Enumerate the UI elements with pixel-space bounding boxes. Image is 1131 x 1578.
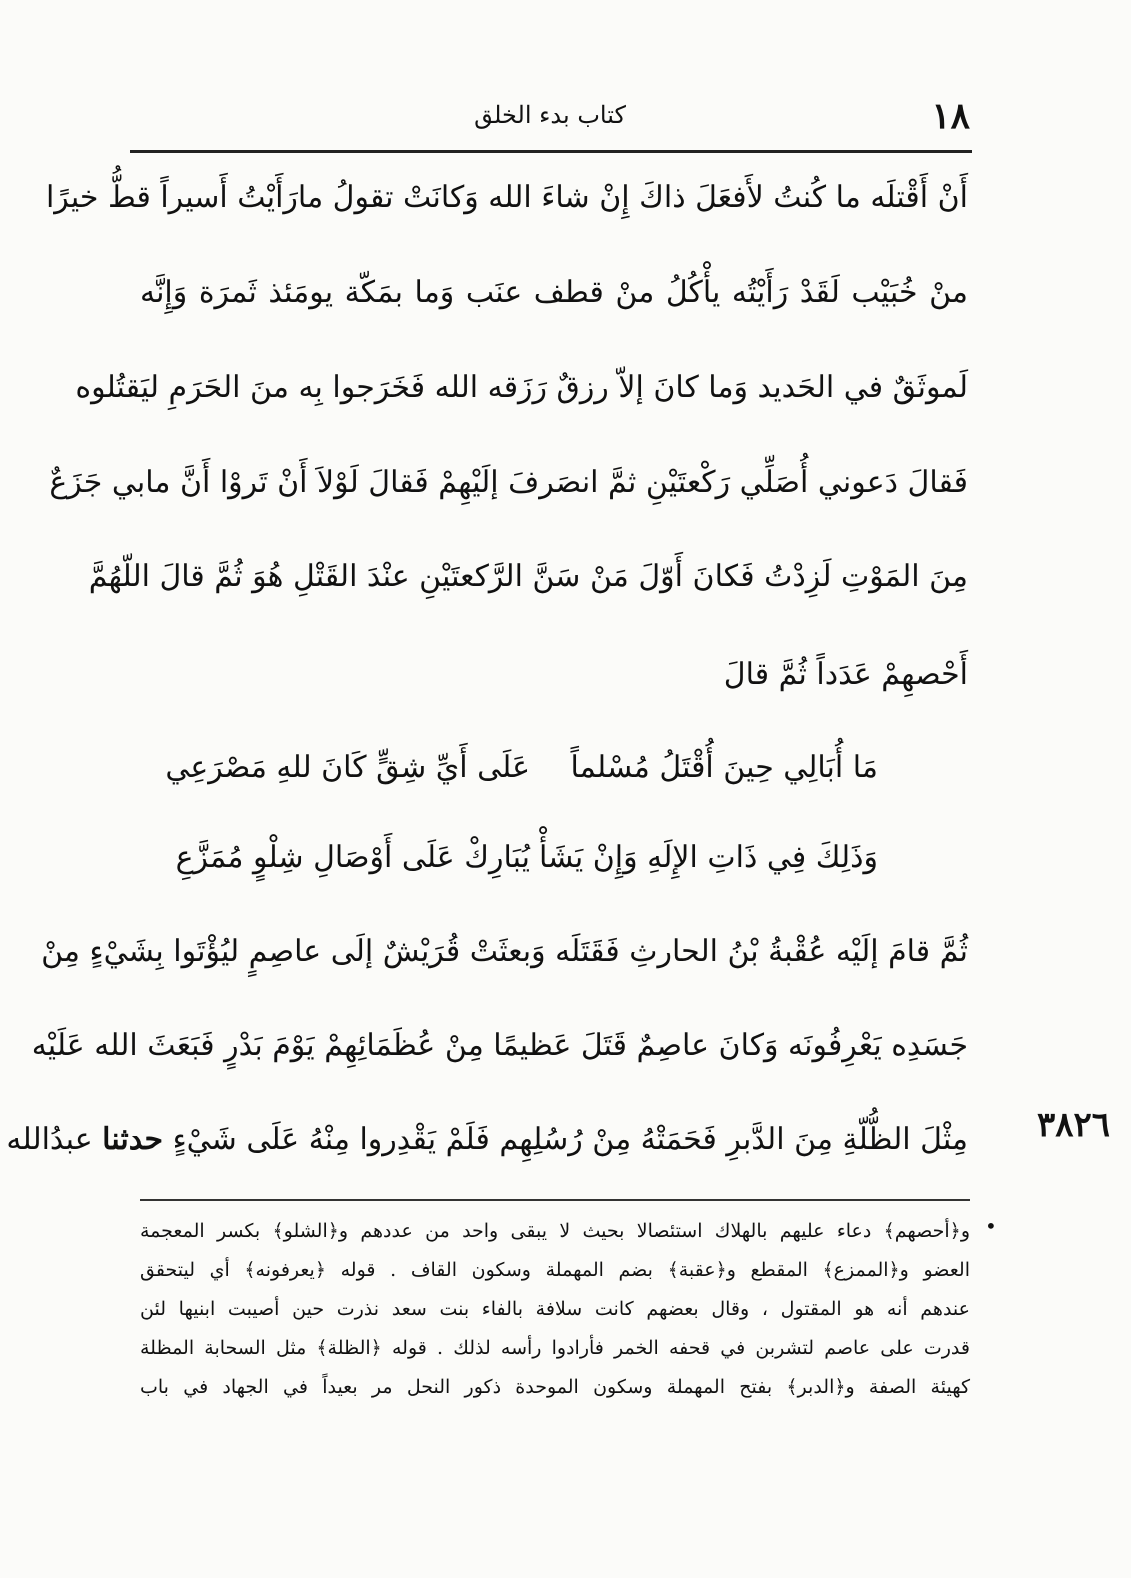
footnote-line-4: قدرت على عاصم لتشربن في قحفه الخمر فأرادوا رأسه لذلك . قوله ﴿الظلة﴾ مثل السحابة المظلة [140, 1337, 970, 1359]
text-line-3: لَموثَقٌ في الحَديد وَما كانَ إلاّ رزقٌ رَزَقه الله فَخَرَجوا بِه منَ الحَرَمِ ليَقتُلوه [75, 370, 968, 405]
text-line-9 [6, 1110, 968, 1170]
page-header [130, 95, 970, 145]
page-number: ١٨ [931, 95, 970, 137]
text-line-4: فَقالَ دَعوني أُصَلِّي رَكْعتَيْنِ ثمَّ انصَرفَ إلَيْهِمْ فَقالَ لَوْلاَ أَنْ تَروْا أَنَّ مابي جَزَعٌ [49, 465, 968, 500]
footnote-rule [140, 1199, 970, 1201]
text-line-2: منْ خُبَيْب لَقَدْ رَأَيْتُه يأْكُلُ منْ قطف عنَب وَما بمَكّة يومَئذ ثَمرَة وَإِنَّه [140, 275, 968, 310]
footnote-line-1: و﴿أحصهم﴾ دعاء عليهم بالهلاك استئصالا بحيث لا يبقى واحد من عددهم و﴿الشلو﴾ بكسر المعجمة [140, 1220, 970, 1242]
running-title: كتاب بدء الخلق [474, 101, 626, 129]
text-line-8: جَسَدِه يَعْرِفُونَه وَكانَ عاصِمٌ قَتَلَ عَظيمًا مِنْ عُظَمَائِهِمْ يَوْمَ بَدْرٍ فَبَعَثَ الله عَلَيْه [31, 1028, 968, 1063]
text-line-9-main: مِثْلَ الظُّلّةِ مِنَ الدَّبرِ فَحَمَتْهُ مِنْ رُسُلِهِم فَلَمْ يَقْدِروا مِنْهُ عَلَى شَيْءٍ [172, 1122, 968, 1157]
verse-2-first-hemistich: وَذَلِكَ فِي ذَاتِ الإِلَهِ وَإِنْ يَشَأْ [538, 840, 878, 875]
text-line-7: ثُمَّ قامَ إلَيْه عُقْبةُ بْنُ الحارثِ فَقَتَلَه وَبعثَتْ قُرَيْشٌ إلَى عاصِمٍ ليُؤْتَوا بِشَيْءٍ مِنْ [41, 934, 968, 969]
footnote-line-5: كهيئة الصفة و﴿الدبر﴾ بفتح المهملة وسكون الموحدة ذكور النحل مر بعيداً في الجهاد في باب [140, 1376, 970, 1398]
text-line-9-end: عبدُالله [6, 1122, 93, 1157]
hadith-number: ٣٨٢٦ [1036, 1105, 1110, 1145]
verse-1-second-hemistich: عَلَى أَيِّ شِقٍّ كَانَ للهِ مَصْرَعِي [165, 750, 530, 785]
text-line-1: أَنْ أَقْتلَه ما كُنتُ لأَفعَلَ ذاكَ إِنْ شاءَ الله وَكانَتْ تقولُ مارَأَيْتُ أَسيراً قطُّ خيرًا [45, 180, 968, 215]
footnote-bullet: • [985, 1214, 997, 1238]
footnote-line-2: العضو و﴿الممزع﴾ المقطع و﴿عقبة﴾ بضم المهملة وسكون القاف . قوله ﴿يعرفونه﴾ أي ليتحقق [140, 1259, 970, 1281]
text-line-5: مِنَ المَوْتِ لَزِدْتُ فَكانَ أَوّلَ مَنْ سَنَّ الرَّكعتَيْنِ عنْدَ القَتْلِ هُوَ ثُمَّ قالَ اللّهُمَّ [88, 559, 968, 594]
header-rule [130, 150, 972, 153]
footnote-line-3: عندهم أنه هو المقتول ، وقال بعضهم كانت سلافة بالفاء بنت سعد نذرت حين أصيبت ابنيها لئن [140, 1298, 970, 1320]
verse-1-first-hemistich: مَا أُبَالِي حِينَ أُقْتَلُ مُسْلماً [570, 750, 878, 785]
haddathana-heading: حدثنا [102, 1122, 164, 1157]
text-line-6: أَحْصهِمْ عَدَداً ثُمَّ قالَ [723, 657, 968, 692]
verse-2-second-hemistich: يُبَارِكْ عَلَى أَوْصَالِ شِلْوٍ مُمَزَّعِ [175, 840, 530, 875]
